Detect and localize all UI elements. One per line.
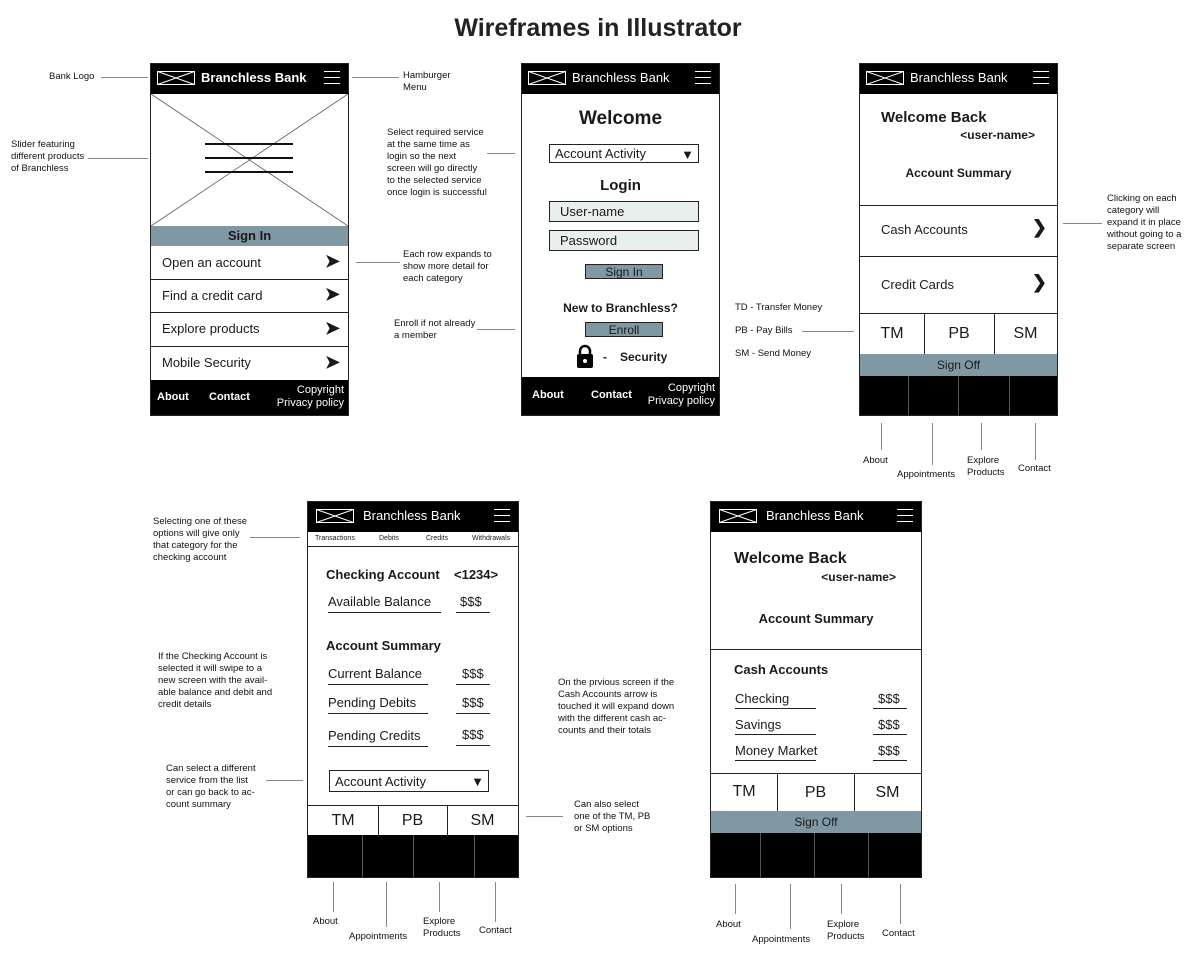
bank-name: Branchless Bank bbox=[766, 508, 864, 523]
hamburger-menu-icon[interactable] bbox=[494, 509, 510, 527]
product-slider[interactable] bbox=[151, 94, 348, 226]
chevron-down-icon: ❯ bbox=[1031, 217, 1047, 237]
screen-cash-accounts bbox=[710, 501, 922, 878]
note-bank-logo: Bank Logo bbox=[49, 71, 95, 82]
account-summary-heading: Account Summary bbox=[905, 166, 1012, 180]
note-s3-contact: Contact bbox=[1018, 463, 1051, 474]
new-to-heading: New to Branchless? bbox=[563, 301, 678, 315]
login-heading: Login bbox=[600, 177, 641, 194]
note-td: TD - Transfer Money bbox=[735, 302, 823, 313]
row-open-account[interactable] bbox=[151, 246, 348, 280]
checking-account-heading: Checking Account bbox=[326, 567, 440, 582]
hamburger-menu-icon[interactable] bbox=[324, 71, 340, 89]
hamburger-menu-icon[interactable] bbox=[695, 71, 711, 89]
row-label: Explore products bbox=[162, 321, 260, 336]
divider bbox=[711, 648, 921, 650]
bank-name: Branchless Bank bbox=[201, 70, 307, 85]
account-summary-heading: Account Summary bbox=[326, 638, 441, 653]
password-field[interactable]: Password bbox=[549, 230, 699, 251]
tm-button[interactable]: TM bbox=[711, 774, 778, 812]
pending-debits-value: $$$ bbox=[462, 695, 484, 710]
chevron-right-icon: ➤ bbox=[324, 251, 340, 271]
note-hamburger: Hamburger Menu bbox=[403, 70, 451, 93]
quick-actions bbox=[860, 314, 1057, 354]
checking-value: $$$ bbox=[878, 691, 900, 706]
credit-cards-row[interactable] bbox=[860, 257, 1057, 314]
note-s4-contact: Contact bbox=[479, 925, 512, 936]
note-if-checking: If the Checking Account is selected it will swipe to a new screen with the avail- able balance and debit and credit details bbox=[158, 651, 273, 710]
note-s4-appointments: Appointments bbox=[349, 931, 408, 942]
enroll-button[interactable]: Enroll bbox=[585, 322, 663, 337]
bank-name: Branchless Bank bbox=[363, 508, 461, 523]
screen-account-summary bbox=[859, 63, 1058, 416]
note-slider: Slider featuring different products of Branchless bbox=[11, 139, 85, 174]
hamburger-menu-icon[interactable] bbox=[1033, 71, 1049, 89]
tab-credits[interactable]: Credits bbox=[426, 535, 449, 542]
note-enroll: Enroll if not already a member bbox=[394, 318, 476, 341]
note-each-row: Each row expands to show more detail for each category bbox=[403, 249, 492, 284]
tm-button[interactable]: TM bbox=[308, 806, 379, 837]
service-select-value: Account Activity bbox=[555, 146, 647, 161]
tm-button[interactable]: TM bbox=[860, 314, 925, 354]
checking-label[interactable]: Checking bbox=[735, 691, 790, 706]
current-balance-label: Current Balance bbox=[328, 666, 422, 681]
note-s4-explore: Explore Products bbox=[423, 916, 461, 939]
service-select[interactable] bbox=[549, 144, 699, 163]
app-header bbox=[860, 64, 1057, 94]
app-footer bbox=[711, 833, 921, 877]
lock-icon bbox=[577, 344, 593, 368]
note-previous-screen: On the prvious screen if the Cash Accounts arrow is touched it will expand down with the different cash ac- counts and their totals bbox=[558, 677, 675, 736]
app-footer bbox=[308, 835, 518, 877]
sm-button[interactable]: SM bbox=[470, 812, 495, 829]
cash-accounts-label: Cash Accounts bbox=[881, 222, 968, 237]
hamburger-menu-icon[interactable] bbox=[897, 509, 913, 527]
pb-button[interactable]: PB bbox=[924, 314, 995, 354]
credit-cards-label: Credit Cards bbox=[881, 277, 954, 292]
available-balance-label: Available Balance bbox=[328, 594, 432, 609]
note-s5-explore: Explore Products bbox=[827, 919, 865, 942]
account-number: <1234> bbox=[454, 567, 499, 582]
pending-debits-label: Pending Debits bbox=[328, 695, 417, 710]
pending-credits-label: Pending Credits bbox=[328, 728, 421, 743]
row-label: Find a credit card bbox=[162, 288, 263, 303]
footer-about-link[interactable]: About bbox=[532, 389, 564, 401]
bank-name: Branchless Bank bbox=[572, 70, 670, 85]
app-header bbox=[308, 502, 518, 532]
security-dash: - bbox=[603, 350, 607, 364]
available-balance-value: $$$ bbox=[460, 594, 482, 609]
tab-withdrawals[interactable]: Withdrawals bbox=[472, 535, 511, 542]
pb-button[interactable]: PB bbox=[378, 806, 448, 837]
chevron-right-icon: ➤ bbox=[324, 284, 340, 304]
bank-logo-icon bbox=[866, 71, 904, 85]
sign-off-button[interactable]: Sign Off bbox=[860, 354, 1057, 376]
cash-accounts-row[interactable] bbox=[860, 205, 1057, 257]
note-sm: SM - Send Money bbox=[735, 348, 812, 359]
app-footer bbox=[151, 380, 348, 415]
footer-copyright: Copyright bbox=[296, 384, 344, 396]
screen-home bbox=[150, 63, 349, 416]
sign-in-bar[interactable]: Sign In bbox=[151, 226, 348, 246]
note-can-select: Can select a different service from the list or can go back to ac- count summary bbox=[166, 763, 256, 810]
quick-actions bbox=[711, 773, 921, 812]
footer-contact-link[interactable]: Contact bbox=[209, 391, 250, 403]
pb-button[interactable]: PB bbox=[777, 774, 855, 812]
row-explore-products[interactable] bbox=[151, 312, 348, 347]
current-balance-value: $$$ bbox=[462, 666, 484, 681]
footer-contact-link[interactable]: Contact bbox=[591, 389, 632, 401]
chevron-right-icon: ➤ bbox=[324, 318, 340, 338]
app-footer bbox=[522, 377, 719, 415]
account-summary-heading: Account Summary bbox=[758, 611, 874, 626]
note-s3-explore: Explore Products bbox=[967, 455, 1005, 478]
note-selecting: Selecting one of these options will give only that category for the checking account bbox=[153, 516, 248, 563]
footer-privacy-link[interactable]: Privacy policy bbox=[647, 395, 715, 407]
savings-value: $$$ bbox=[878, 717, 900, 732]
bank-name: Branchless Bank bbox=[910, 70, 1008, 85]
welcome-back-heading: Welcome Back bbox=[734, 550, 847, 567]
sm-button[interactable]: SM bbox=[875, 784, 900, 801]
note-s3-appointments: Appointments bbox=[897, 469, 956, 480]
footer-about-link[interactable]: About bbox=[157, 391, 189, 403]
note-clicking: Clicking on each category will expand it in place without going to a separate screen bbox=[1107, 193, 1182, 252]
screen-checking-account bbox=[307, 501, 519, 878]
cash-accounts-heading[interactable]: Cash Accounts bbox=[734, 662, 829, 677]
app-header bbox=[711, 502, 921, 532]
app-footer bbox=[860, 376, 1057, 415]
note-s5-about: About bbox=[716, 919, 741, 930]
note-also-select: Can also select one of the TM, PB or SM options bbox=[574, 799, 651, 834]
user-name: <user-name> bbox=[821, 570, 896, 584]
row-mobile-security[interactable] bbox=[151, 346, 348, 381]
chevron-down-icon: ▼ bbox=[681, 147, 694, 162]
service-select-value: Account Activity bbox=[335, 774, 427, 789]
footer-copyright: Copyright bbox=[667, 382, 715, 394]
note-select-service: Select required service at the same time as login so the next screen will go directly to the selected service once login is successful bbox=[387, 127, 487, 198]
note-s5-contact: Contact bbox=[882, 928, 915, 939]
app-header bbox=[522, 64, 719, 94]
note-s5-appointments: Appointments bbox=[752, 934, 811, 945]
service-select[interactable] bbox=[329, 770, 489, 792]
welcome-back-heading: Welcome Back bbox=[881, 109, 987, 126]
chevron-down-icon: ❯ bbox=[1031, 272, 1047, 292]
app-header bbox=[151, 64, 348, 94]
security-label[interactable]: Security bbox=[620, 350, 668, 364]
page-title: Wireframes in Illustrator bbox=[454, 14, 742, 42]
note-s3-about: About bbox=[863, 455, 888, 466]
tab-debits[interactable]: Debits bbox=[379, 535, 399, 542]
bank-logo-icon bbox=[717, 509, 759, 523]
money-market-label[interactable]: Money Market bbox=[735, 743, 818, 758]
tab-transactions[interactable]: Transactions bbox=[315, 535, 355, 542]
welcome-heading: Welcome bbox=[578, 108, 663, 129]
screen-login bbox=[521, 63, 720, 416]
row-label: Open an account bbox=[162, 255, 262, 270]
sign-in-button[interactable]: Sign In bbox=[585, 264, 663, 279]
money-market-value: $$$ bbox=[878, 743, 900, 758]
bank-logo-icon bbox=[157, 71, 195, 85]
note-pb: PB - Pay Bills bbox=[735, 325, 793, 336]
chevron-down-icon: ▼ bbox=[471, 774, 484, 789]
chevron-right-icon: ➤ bbox=[324, 352, 340, 372]
savings-label[interactable]: Savings bbox=[735, 717, 782, 732]
username-field[interactable]: User-name bbox=[549, 201, 699, 222]
bank-logo-icon bbox=[528, 71, 566, 85]
tab-bar bbox=[308, 532, 518, 547]
sign-off-button[interactable]: Sign Off bbox=[711, 811, 921, 834]
row-label: Mobile Security bbox=[162, 355, 251, 370]
user-name: <user-name> bbox=[960, 128, 1035, 142]
footer-privacy-link[interactable]: Privacy policy bbox=[276, 397, 344, 409]
quick-actions bbox=[308, 805, 518, 838]
pending-credits-value: $$$ bbox=[462, 727, 484, 742]
note-s4-about: About bbox=[313, 916, 338, 927]
row-find-credit-card[interactable] bbox=[151, 279, 348, 313]
bank-logo-icon bbox=[314, 509, 356, 523]
sm-button[interactable]: SM bbox=[1013, 325, 1038, 342]
